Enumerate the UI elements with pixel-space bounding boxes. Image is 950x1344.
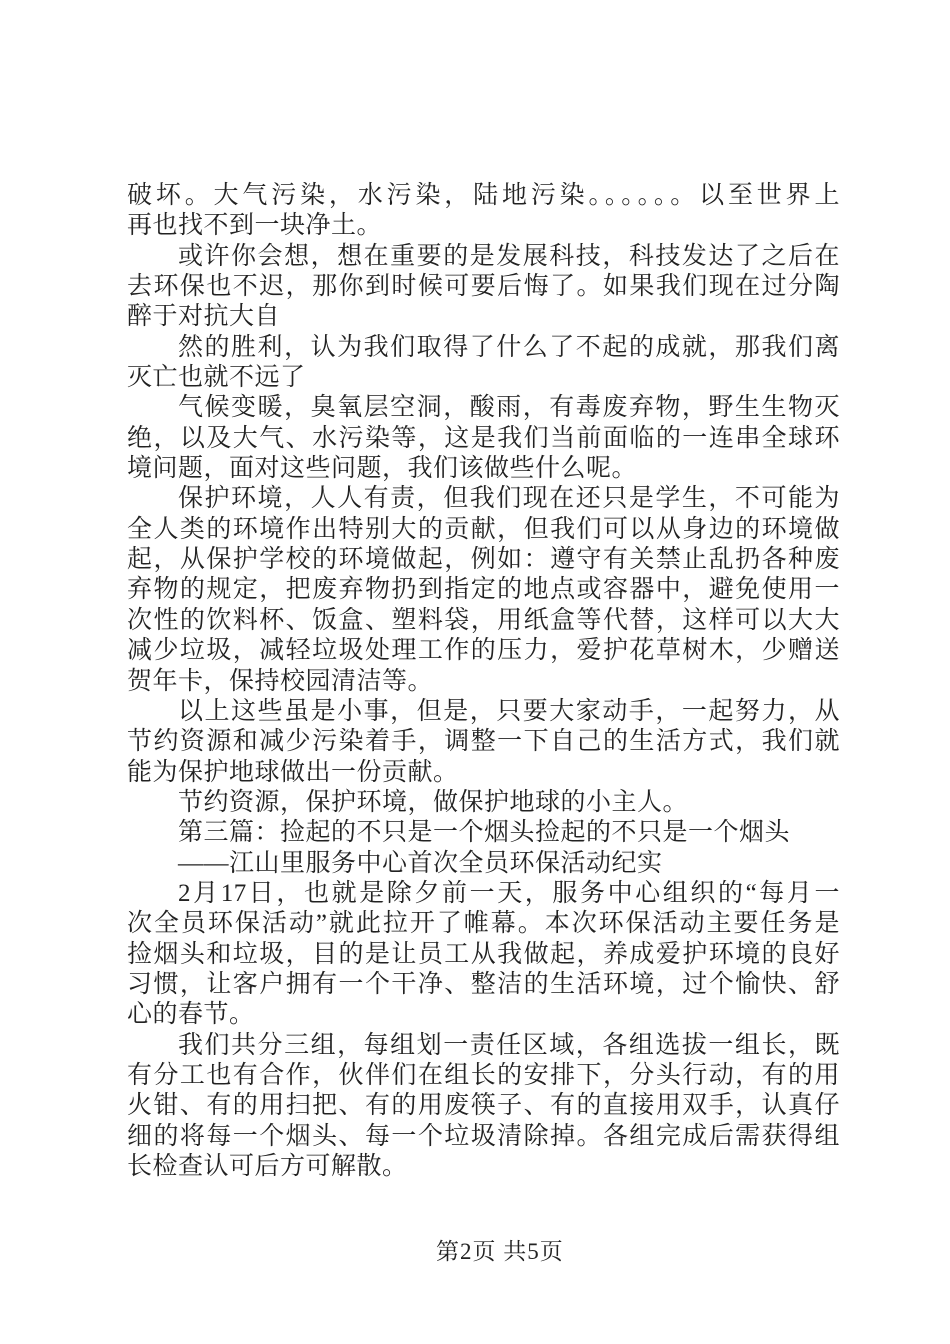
- text-line: 再也找不到一块净土。: [127, 212, 383, 240]
- text-line: 习惯，让客户拥有一个干净、整洁的生活环境，过个愉快、舒: [127, 970, 840, 998]
- text-line: 保护环境，人人有责，但我们现在还只是学生，不可能为: [178, 485, 840, 513]
- text-line: 贺年卡，保持校园清洁等。: [127, 667, 434, 695]
- text-line: 以上这些虽是小事，但是，只要大家动手，一起努力，从: [178, 697, 840, 725]
- text-line: 或许你会想，想在重要的是发展科技，科技发达了之后在: [178, 242, 840, 270]
- text-line: 第三篇：捡起的不只是一个烟头捡起的不只是一个烟头: [178, 819, 791, 847]
- text-line: 减少垃圾，减轻垃圾处理工作的压力，爱护花草树木，少赠送: [127, 637, 840, 665]
- text-line: 节约资源，保护环境，做保护地球的小主人。: [178, 788, 689, 816]
- text-line: 境问题，面对这些问题，我们该做些什么呢。: [127, 455, 638, 483]
- text-line: 我们共分三组，每组划一责任区域，各组选拔一组长，既: [178, 1031, 840, 1059]
- text-line: 长检查认可后方可解散。: [127, 1153, 408, 1180]
- text-line: 次全员环保活动”就此拉开了帷幕。本次环保活动主要任务是: [127, 910, 840, 938]
- text-line: 气候变暖，臭氧层空洞，酸雨，有毒废弃物，野生生物灭: [178, 394, 840, 422]
- text-line: 破坏。大气污染，水污染，陆地污染。。。。。。以至世界上: [127, 182, 840, 209]
- text-line: 起，从保护学校的环境做起，例如：遵守有关禁止乱扔各种废: [127, 546, 840, 574]
- text-line: 有分工也有合作，伙伴们在组长的安排下，分头行动，有的用: [127, 1061, 840, 1089]
- text-line: 次性的饮料杯、饭盒、塑料袋，用纸盒等代替，这样可以大大: [127, 606, 840, 634]
- text-line: 细的将每一个烟头、每一个垃圾清除掉。各组完成后需获得组: [127, 1122, 840, 1150]
- text-line: 然的胜利，认为我们取得了什么了不起的成就，那我们离: [178, 333, 840, 361]
- text-line: 节约资源和减少污染着手，调整一下自己的生活方式，我们就: [127, 728, 840, 756]
- text-line: 火钳、有的用扫把、有的用废筷子、有的直接用双手，认真仔: [127, 1092, 840, 1120]
- page-footer: 第2页 共5页: [436, 1239, 564, 1264]
- text-line: 灭亡也就不远了: [127, 364, 306, 392]
- document-body: [127, 181, 840, 1182]
- text-line: 绝，以及大气、水污染等，这是我们当前面临的一连串全球环: [127, 424, 840, 452]
- text-line: 心的春节。: [127, 1001, 255, 1029]
- text-line: 弃物的规定，把废弃物扔到指定的地点或容器中，避免使用一: [127, 576, 840, 604]
- text-line: 2月17日，也就是除夕前一天，服务中心组织的“每月一: [178, 879, 840, 907]
- text-line: 全人类的环境作出特别大的贡献，但我们可以从身边的环境做: [127, 515, 840, 543]
- text-line: 去环保也不迟，那你到时候可要后悔了。如果我们现在过分陶: [127, 273, 840, 301]
- text-line: ——江山里服务中心首次全员环保活动纪实: [178, 849, 663, 877]
- text-line: 能为保护地球做出一份贡献。: [127, 758, 459, 786]
- text-line: 捡烟头和垃圾，目的是让员工从我做起，养成爱护环境的良好: [127, 940, 840, 968]
- text-line: 醉于对抗大自: [127, 303, 281, 331]
